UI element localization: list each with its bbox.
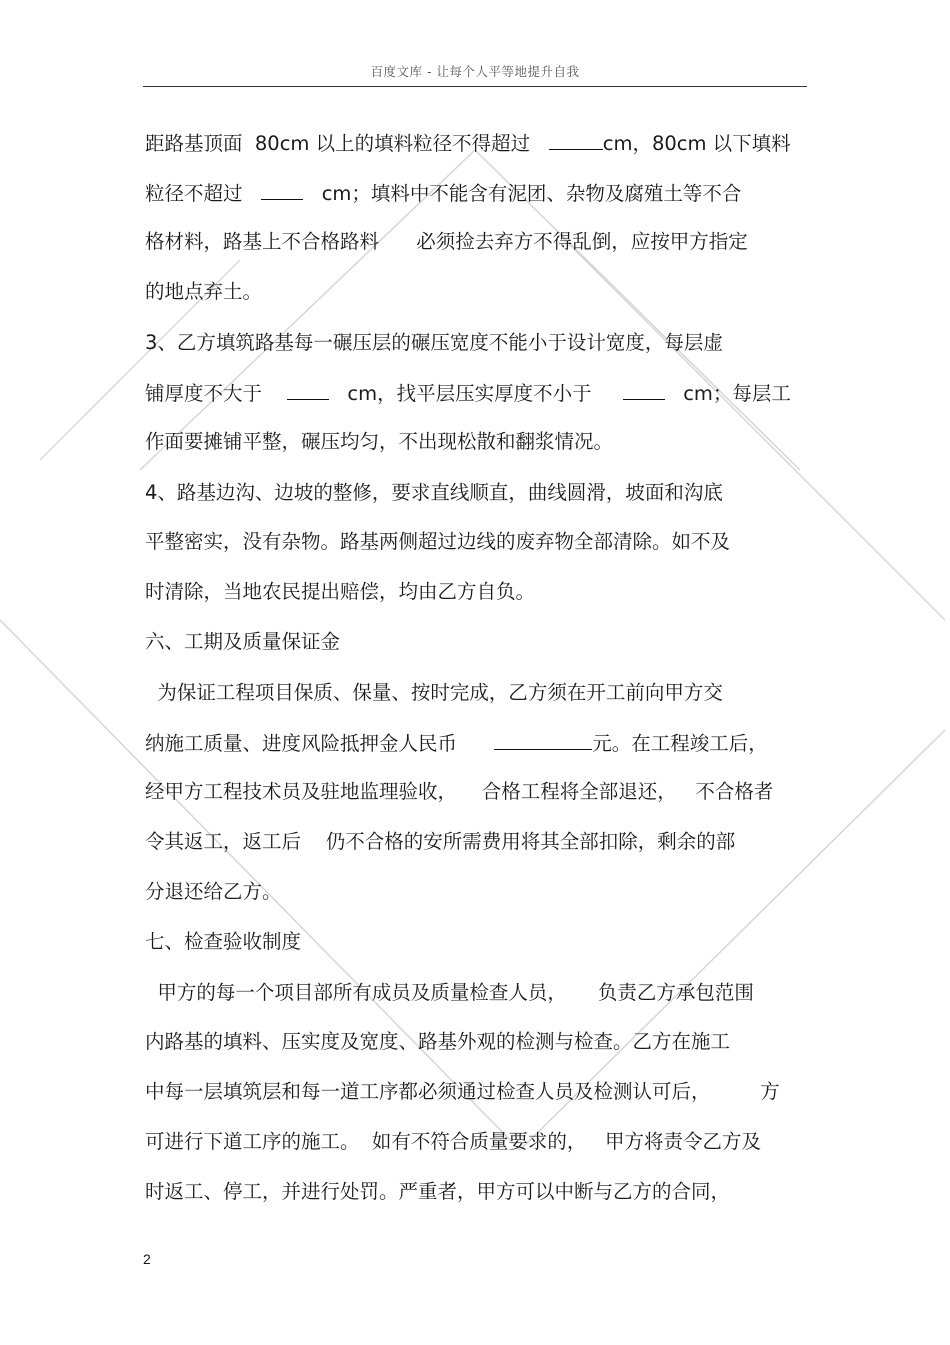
page-number: 2 xyxy=(143,1251,151,1267)
text-line: 中每一层填筑层和每一道工序都必须通过检查人员及检测认可后， 方 xyxy=(145,1080,780,1103)
text-line: 的地点弃土。 xyxy=(145,280,263,303)
fill-blank xyxy=(549,129,603,150)
text-line: 纳施工质量、进度风险抵押金人民币 元。在工程竣工后， xyxy=(145,729,768,755)
text-line: 时返工、停工，并进行处罚。严重者，甲方可以中断与乙方的合同， xyxy=(145,1180,731,1203)
page-header: 百度文库 - 让每个人平等地提升自我 xyxy=(370,64,580,79)
text-line: 为保证工程项目保质、保量、按时完成，乙方须在开工前向甲方交 xyxy=(145,681,723,704)
watermark-line xyxy=(560,235,945,620)
text-line: 铺厚度不大于 cm，找平层压实厚度不小于 cm；每层工 xyxy=(145,379,791,405)
text-line: 格材料，路基上不合格路料 必须捡去弃方不得乱倒，应按甲方指定 xyxy=(145,230,748,253)
text-line: 甲方的每一个项目部所有成员及质量检查人员， 负责乙方承包范围 xyxy=(145,981,754,1004)
header-divider xyxy=(143,86,807,87)
fill-blank xyxy=(287,379,329,400)
text-line: 时清除，当地农民提出赔偿，均由乙方自负。 xyxy=(145,580,536,603)
fill-blank xyxy=(494,729,592,750)
text-line: 分退还给乙方。 xyxy=(145,880,282,903)
text-line: 可进行下道工序的施工。 如有不符合质量要求的， 甲方将责令乙方及 xyxy=(145,1130,761,1153)
text-line: 距路基顶面 80cm 以上的填料粒径不得超过 cm，80cm 以下填料 xyxy=(145,129,791,155)
text-line: 3、乙方填筑路基每一碾压层的碾压宽度不能小于设计宽度，每层虚 xyxy=(145,331,723,354)
text-line: 经甲方工程技术员及驻地监理验收， 合格工程将全部退还， 不合格者 xyxy=(145,780,774,803)
text-line: 作面要摊铺平整，碾压均匀，不出现松散和翻浆情况。 xyxy=(145,430,614,453)
fill-blank xyxy=(261,179,303,200)
text-line: 平整密实，没有杂物。路基两侧超过边线的废弃物全部清除。如不及 xyxy=(145,530,731,553)
text-line: 内路基的填料、压实度及宽度、路基外观的检测与检查。乙方在施工 xyxy=(145,1030,731,1053)
text-line: 4、路基边沟、边坡的整修，要求直线顺直，曲线圆滑，坡面和沟底 xyxy=(145,481,723,504)
text-line: 令其返工，返工后 仍不合格的安所需费用将其全部扣除，剩余的部 xyxy=(145,830,736,853)
text-line: 粒径不超过 cm；填料中不能含有泥团、杂物及腐殖土等不合 xyxy=(145,179,741,205)
fill-blank xyxy=(623,379,665,400)
section-heading: 六、工期及质量保证金 xyxy=(145,630,341,653)
section-heading: 七、检查验收制度 xyxy=(145,930,302,953)
